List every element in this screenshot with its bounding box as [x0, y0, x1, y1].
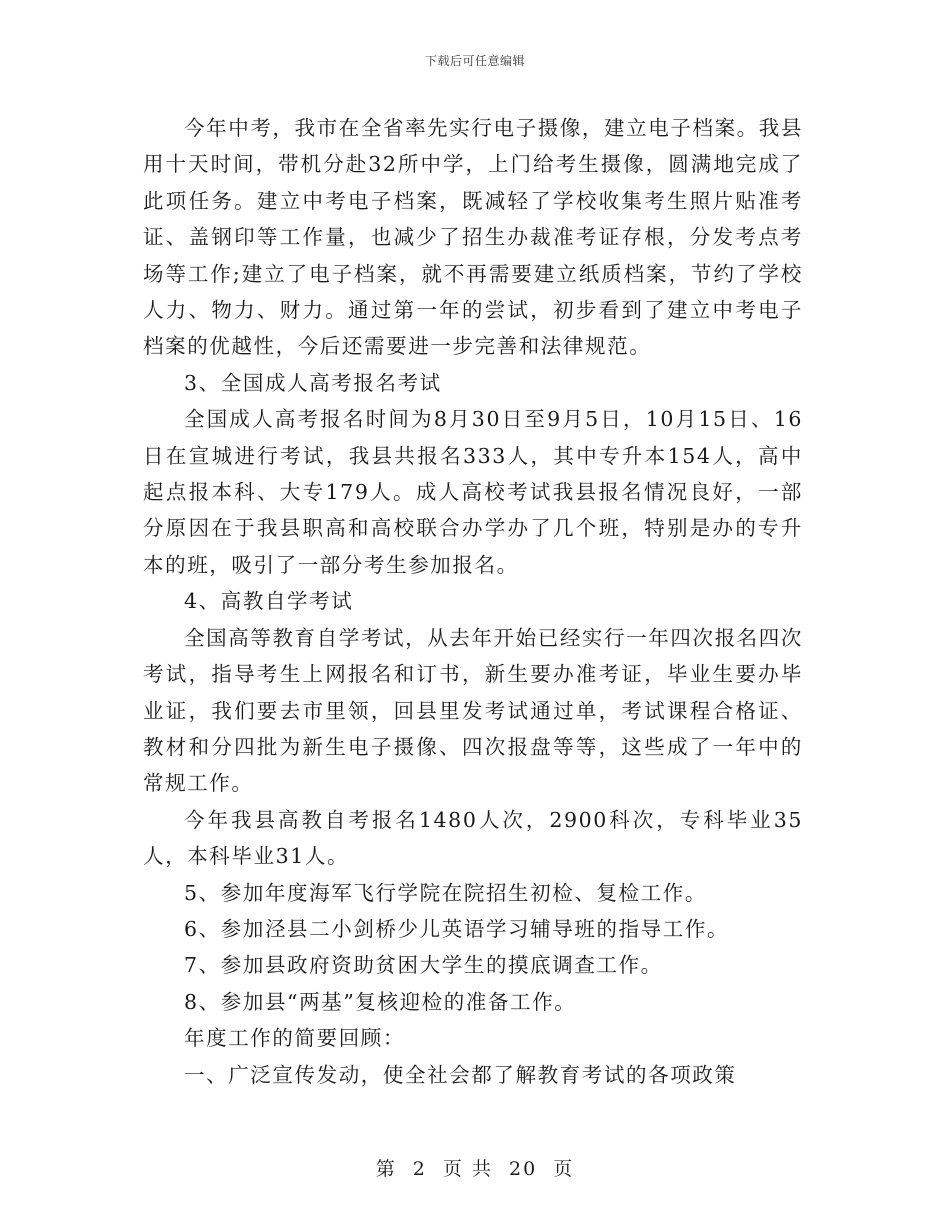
list-item-7: 7、参加县政府资助贫困大学生的摸底调查工作。	[184, 953, 663, 978]
paragraph-electronic-archive: 今年中考，我市在全省率先实行电子摄像，建立电子档案。我县用十天时间，带机分赴32所中学，上门给考生摄像，圆满地完成了此项任务。建立中考电子档案，既减轻了学校收集考生照片贴准考证、盖钢印等工作量，也减少了招生办裁准考证存根，分发考点考场等工作;建立了电子档案，就不再需要建立纸质档案，节约了学校人力、物力、财力。通过第一年的尝试，初步看到了建立中考电子档案的优越性，今后还需要进一步完善和法律规范。	[143, 116, 803, 359]
section-one-heading: 一、广泛宣传发动，使全社会都了解教育考试的各项政策	[184, 1062, 737, 1087]
list-item-6: 6、参加泾县二小剑桥少儿英语学习辅导班的指导工作。	[184, 916, 730, 941]
paragraph-adult-exam: 全国成人高考报名时间为8月30日至9月5日，10月15日、16日在宣城进行考试，我县共报名333人，其中专升本154人，高中起点报本科、大专179人。成人高校考试我县报名情况良好，一部分原因在于我县职高和高校联合办学办了几个班，特别是办的专升本的班，吸引了一部分考生参加报名。	[143, 407, 803, 577]
heading-adult-exam: 3、全国成人高考报名考试	[184, 370, 442, 395]
list-item-5: 5、参加年度海军飞行学院在院招生初检、复检工作。	[184, 880, 707, 905]
page-footer	[0, 1154, 950, 1181]
paragraph-self-study-exam: 全国高等教育自学考试，从去年开始已经实行一年四次报名四次考试，指导考生上网报名和订书，新生要办准考证，毕业生要办毕业证，我们要去市里领，回县里发考试通过单，考试课程合格证、教材和分四批为新生电子摄像、四次报盘等等，这些成了一年中的常规工作。	[143, 625, 803, 796]
paragraph-self-study-stats: 今年我县高教自考报名1480人次，2900科次，专科毕业35人，本科毕业31人。	[143, 807, 803, 869]
footer-suffix: 页	[553, 1158, 575, 1180]
document-body	[143, 110, 803, 1093]
footer-prefix: 第	[375, 1158, 397, 1180]
section-review-heading: 年度工作的简要回顾：	[184, 1026, 405, 1051]
list-item-8: 8、参加县“两基”复核迎检的准备工作。	[184, 989, 577, 1014]
footer-current-page: 2	[412, 1158, 427, 1180]
footer-total-pages: 20	[509, 1158, 538, 1180]
heading-self-study-exam: 4、高教自学考试	[184, 589, 354, 614]
page-header: 下载后可任意编辑	[424, 54, 525, 68]
footer-middle: 页 共	[442, 1158, 493, 1180]
